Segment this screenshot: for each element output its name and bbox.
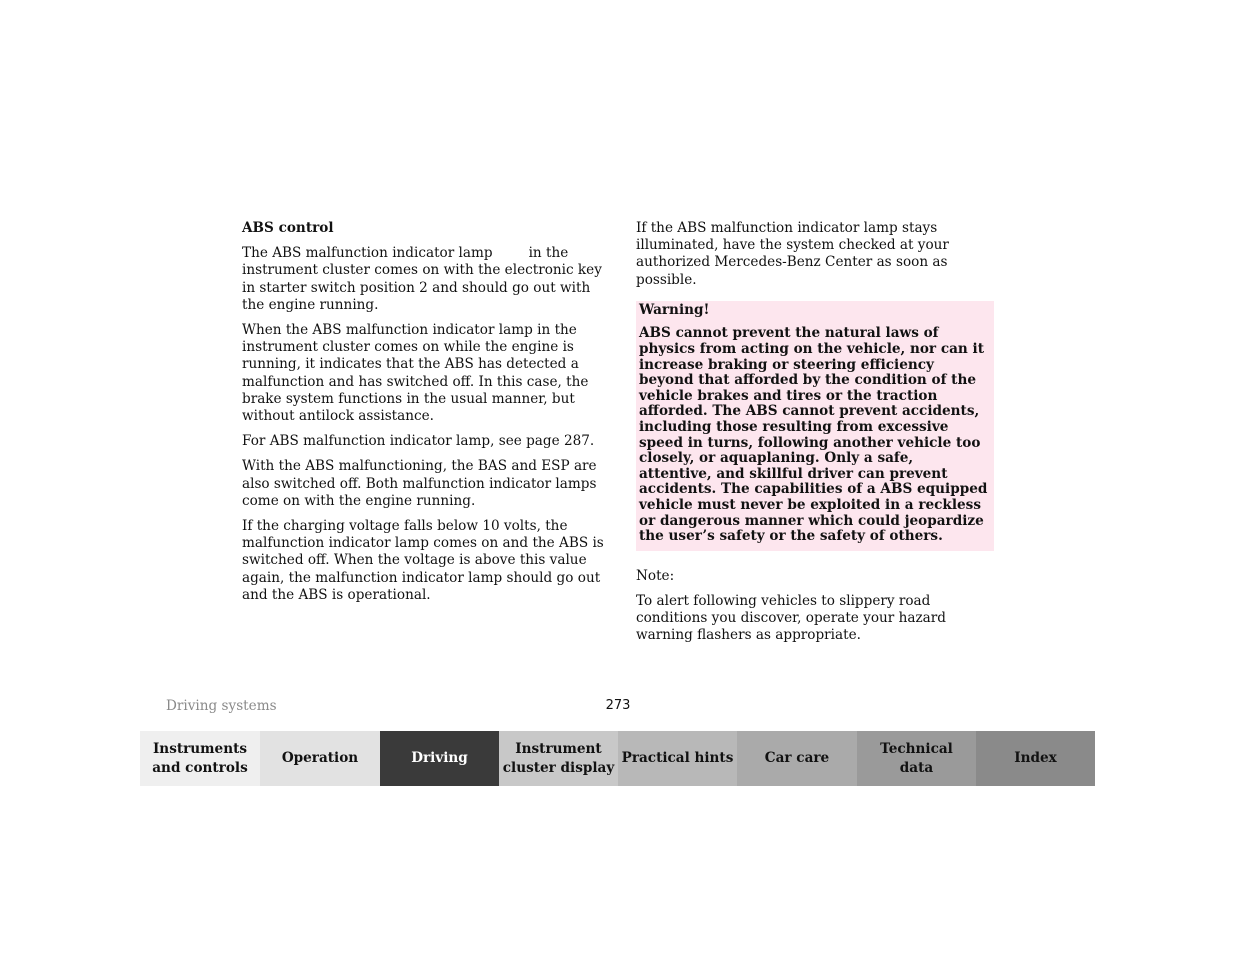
paragraph-text: The ABS malfunction indicator lamp (242, 245, 493, 262)
page-number: 273 (605, 698, 631, 713)
section-heading: ABS control (242, 220, 334, 236)
nav-tab-label: Operation (281, 750, 359, 766)
paragraph-abs-lamp-intro (242, 245, 606, 314)
nav-tab-driving[interactable] (380, 731, 499, 786)
nav-tab-label: Index (1014, 750, 1057, 766)
paragraph-text: in the instrument cluster comes on with the electronic key in starter switch position 2 and should go out with the engine running. (242, 245, 602, 313)
note-text: To alert following vehicles to slippery road conditions you discover, operate your hazard warning flashers as appropriate. (636, 592, 946, 644)
footer-section-title: Driving systems (166, 698, 277, 714)
paragraph-abs-malfunction: When the ABS malfunction indicator lamp in the instrument cluster comes on while the engine is running, it indicates that the ABS has detected a malfunction and has switched off. In this case, the brake system functions in the usual manner, but without antilock assistance. (242, 322, 589, 425)
paragraph-charging-voltage: If the charging voltage falls below 10 volts, the malfunction indicator lamp comes on and the ABS is switched off. When the voltage is above this value again, the malfunction indicator lamp should go out and the ABS is operational. (242, 518, 604, 603)
paragraph-lamp-illuminated: If the ABS malfunction indicator lamp stays illuminated, have the system checked at your authorized Mercedes-Benz Center as soon as possible. (636, 220, 949, 288)
nav-tab-operation[interactable] (260, 731, 380, 786)
nav-tab-label: Practical hints (621, 750, 734, 766)
nav-tab-label: Technical data (880, 740, 953, 776)
note-label: Note: (636, 567, 675, 584)
nav-tab-label: Driving (411, 750, 468, 766)
left-column (242, 220, 606, 612)
nav-tab-label: Car care (764, 750, 830, 766)
nav-tab-instrument-cluster-display[interactable] (499, 731, 618, 786)
nav-tab-label: Instruments and controls (152, 740, 248, 776)
warning-box (636, 301, 994, 551)
chapter-navigation-bar (140, 731, 1095, 786)
nav-tab-technical-data[interactable] (857, 731, 976, 786)
abs-indicator-icon (493, 248, 529, 260)
paragraph-bas-esp: With the ABS malfunctioning, the BAS and ESP are also switched off. Both malfunction indicator lamps come on with the engine running. (242, 458, 597, 509)
nav-tab-label: Instrument cluster display (502, 740, 615, 776)
nav-tab-car-care[interactable] (737, 731, 857, 786)
warning-text: ABS cannot prevent the natural laws of physics from acting on the vehicle, nor can it increase braking or steering efficiency beyond that afforded by the condition of the vehicle brakes and tires or the traction afforded. The ABS cannot prevent accidents, including those resulting from excessive speed in turns, following another vehicle too closely, or aquaplaning. Only a safe, attentive, and skillful driver can prevent accidents. The capabilities of a ABS equipped vehicle must never be exploited in a reckless or dangerous manner which could jeopardize the user’s safety or the safety of others. (639, 325, 988, 545)
nav-tab-instruments-and-controls[interactable] (140, 731, 260, 786)
paragraph-page-reference: For ABS malfunction indicator lamp, see page 287. (242, 433, 595, 450)
nav-tab-practical-hints[interactable] (618, 731, 737, 786)
right-column (636, 220, 994, 653)
warning-title: Warning! (639, 301, 710, 318)
nav-tab-index[interactable] (976, 731, 1095, 786)
